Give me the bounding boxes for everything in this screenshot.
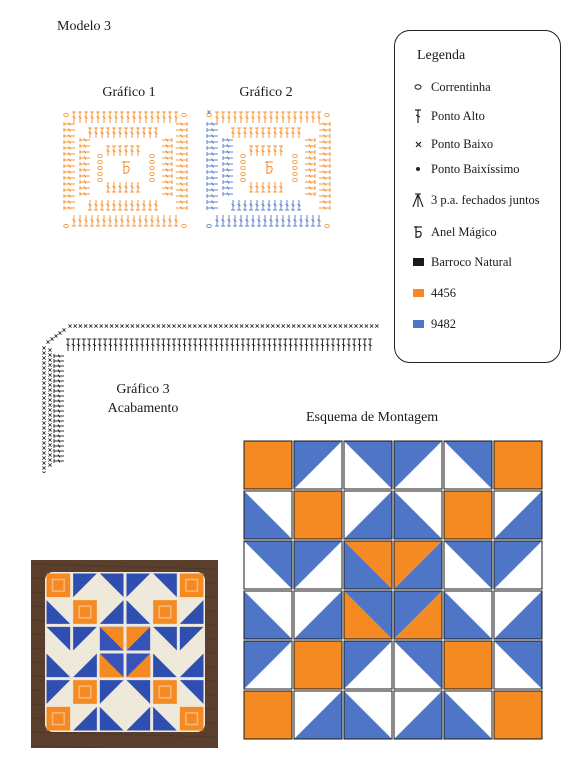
legend-item-double-crochet — [409, 107, 485, 125]
legend-label: Barroco Natural — [431, 254, 512, 269]
legend-label: Ponto Baixo — [431, 136, 494, 151]
assembly-tile — [294, 491, 342, 539]
page-title: Modelo 3 — [57, 19, 112, 34]
legend-label: Anel Mágico — [431, 224, 497, 239]
assembly-tile — [394, 541, 442, 589]
assembly-tile — [244, 541, 292, 589]
assembly-tile — [294, 591, 342, 639]
assembly-tile — [344, 591, 392, 639]
assembly-tile — [394, 491, 442, 539]
graph-3-title-line2: Acabamento — [107, 401, 179, 416]
blue-swatch-icon — [413, 320, 424, 328]
legend-label: 4456 — [431, 285, 456, 300]
magic-ring-icon — [409, 225, 427, 239]
cross-icon — [409, 141, 427, 148]
graph-1-title: Gráfico 1 — [102, 85, 156, 100]
assembly-tile — [494, 491, 542, 539]
legend-item-chain — [409, 78, 491, 96]
legend-label: 3 p.a. fechados juntos — [431, 192, 540, 207]
graph-3-title — [78, 380, 208, 418]
legend-item-magic-ring — [409, 223, 497, 241]
black-swatch-icon — [413, 258, 424, 266]
assembly-tile — [244, 441, 292, 489]
assembly-tile — [294, 541, 342, 589]
assembly-tile — [494, 591, 542, 639]
crochet-chart-1 — [62, 108, 190, 230]
legend-item-slip-stitch — [409, 160, 520, 178]
assembly-tile — [394, 591, 442, 639]
assembly-tile — [394, 691, 442, 739]
assembly-tile — [294, 441, 342, 489]
legend-title: Legenda — [417, 48, 466, 63]
assembly-tile — [294, 641, 342, 689]
assembly-tile — [394, 441, 442, 489]
assembly-tile — [344, 691, 392, 739]
legend-item-natural — [409, 253, 512, 271]
assembly-tile — [344, 491, 392, 539]
assembly-tile — [394, 641, 442, 689]
assembly-tile — [494, 541, 542, 589]
assembly-tile — [444, 641, 492, 689]
legend-item-single-crochet — [409, 135, 493, 153]
legend-label: Correntinha — [431, 79, 491, 94]
assembly-tile — [244, 491, 292, 539]
ring-icon — [409, 84, 427, 90]
graph-3-title-line1: Gráfico 3 — [116, 382, 170, 397]
assembly-tile — [344, 541, 392, 589]
legend-item-orange — [409, 284, 456, 302]
assembly-tile — [444, 491, 492, 539]
assembly-tile — [494, 641, 542, 689]
graph-2-title: Gráfico 2 — [239, 85, 293, 100]
assembly-tile — [444, 691, 492, 739]
assembly-tile — [494, 691, 542, 739]
assembly-tile — [244, 691, 292, 739]
crochet-chart-2 — [205, 108, 333, 230]
cluster-icon — [409, 192, 427, 208]
pillow — [45, 572, 205, 732]
assembly-tile — [344, 441, 392, 489]
legend-panel — [394, 30, 561, 363]
assembly-tile — [444, 591, 492, 639]
legend-label: Ponto Baixíssimo — [431, 161, 520, 176]
assembly-tile — [244, 641, 292, 689]
assembly-tile — [244, 591, 292, 639]
assembly-title: Esquema de Montagem — [306, 410, 439, 425]
dot-icon — [409, 166, 427, 172]
legend-label: 9482 — [431, 316, 456, 331]
legend-label: Ponto Alto — [431, 108, 485, 123]
legend-item-blue — [409, 315, 456, 333]
pillow-photo — [31, 560, 218, 748]
assembly-tile — [294, 691, 342, 739]
assembly-tile — [344, 641, 392, 689]
orange-swatch-icon — [413, 289, 424, 297]
assembly-grid — [243, 440, 545, 742]
legend-item-cluster — [409, 191, 540, 209]
assembly-tile — [494, 441, 542, 489]
tall-stitch-icon — [409, 108, 427, 124]
assembly-tile — [444, 541, 492, 589]
assembly-tile — [444, 441, 492, 489]
